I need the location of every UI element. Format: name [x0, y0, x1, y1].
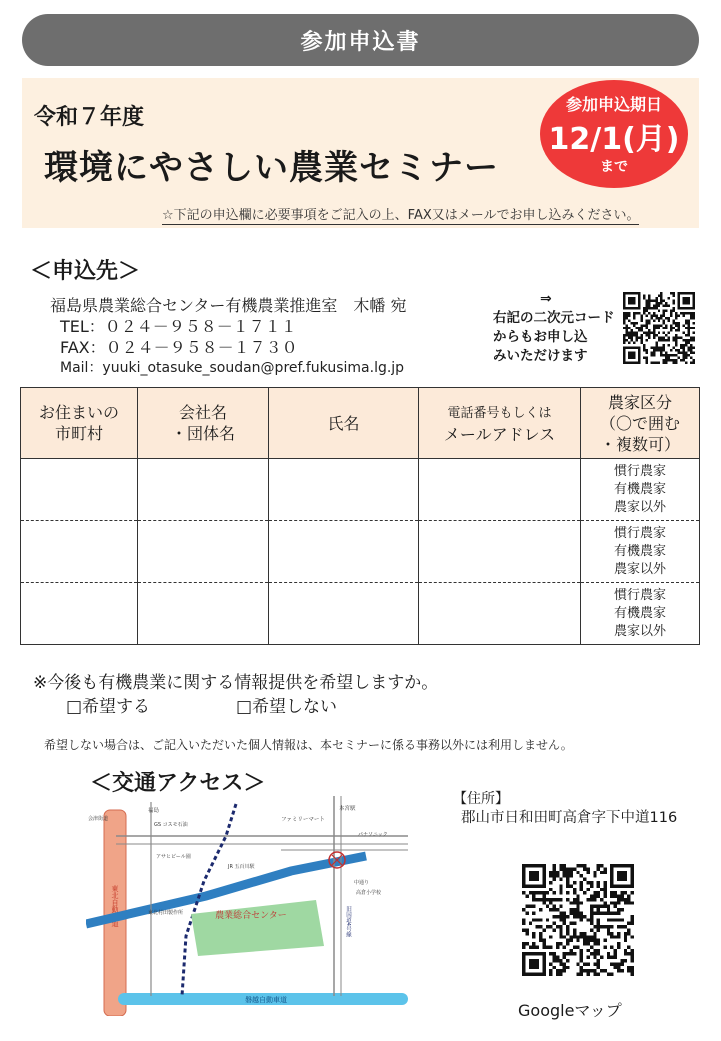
- contact-cell[interactable]: [419, 459, 581, 521]
- arrow-icon: ⇒: [540, 291, 552, 307]
- header-farmer-type: 農家区分 （〇で囲む ・複数可）: [581, 388, 700, 459]
- name-cell[interactable]: [269, 583, 419, 645]
- table-row: [21, 583, 700, 645]
- contact-tel: TEL：０２４－９５８－１７１１: [60, 317, 297, 336]
- map-label-panasonic: パナソニック: [358, 832, 388, 838]
- access-map: [86, 796, 408, 1016]
- map-label-tohoku: 東北自動車道: [111, 885, 119, 927]
- contact-cell[interactable]: [419, 521, 581, 583]
- municipality-cell[interactable]: [21, 459, 138, 521]
- deadline-badge: [540, 80, 688, 188]
- map-label-asahi: アサヒビール園: [156, 854, 191, 860]
- contact-info: [50, 295, 406, 379]
- map-label-fukushima: 福島: [148, 808, 160, 814]
- map-label-highway: 磐越自動車道: [245, 996, 287, 1004]
- privacy-note: 希望しない場合は、ご記入いただいた個人情報は、本セミナーに係る事務以外には利用しません。: [44, 738, 573, 752]
- application-notice: ☆下記の申込欄に必要事項をご記入の上、FAX又はメールでお申し込みください。: [162, 204, 639, 225]
- qr-note: [493, 309, 615, 366]
- map-qr-code[interactable]: [522, 864, 634, 976]
- contact-heading: ＜申込先＞: [30, 259, 141, 284]
- map-label-gs: GS コスモ石油: [154, 822, 188, 828]
- page-header: [22, 14, 699, 66]
- map-label-tohokumura: 東北村田製作所: [148, 910, 184, 916]
- survey-question: ※今後も有機農業に関する情報提供を希望しますか。: [33, 673, 439, 693]
- company-cell[interactable]: [138, 521, 269, 583]
- map-qr-label: Googleマップ: [518, 1001, 622, 1020]
- company-cell[interactable]: [138, 459, 269, 521]
- map-label-school: 高倉小学校: [356, 890, 382, 896]
- qr-note-line: みいただけます: [493, 348, 588, 364]
- header-contact: 電話番号もしくは メールアドレス: [419, 388, 581, 459]
- contact-cell[interactable]: [419, 583, 581, 645]
- farmer-type-cell[interactable]: 慣行農家 有機農家 農家以外: [581, 521, 700, 583]
- header-name: 氏名: [269, 388, 419, 459]
- name-cell[interactable]: [269, 459, 419, 521]
- application-qr-code[interactable]: [622, 292, 696, 364]
- table-header-row: [21, 388, 700, 459]
- header-title: 参加申込書: [300, 29, 421, 55]
- header-company: 会社名 ・団体名: [138, 388, 269, 459]
- table-row: [21, 459, 700, 521]
- deadline-until: まで: [600, 159, 628, 175]
- deadline-date: 12/1(月): [548, 122, 680, 157]
- table-row: [21, 521, 700, 583]
- option-yes-checkbox[interactable]: □希望する: [66, 697, 151, 717]
- map-label-motomiya: 本宮駅: [339, 806, 356, 812]
- name-cell[interactable]: [269, 521, 419, 583]
- municipality-cell[interactable]: [21, 583, 138, 645]
- contact-org: 福島県農業総合センター有機農業推進室 木幡 宛: [50, 296, 407, 315]
- deadline-label: 参加申込期日: [565, 95, 662, 114]
- contact-mail[interactable]: Mail：yuuki_otasuke_soudan@pref.fukusima.lg.jp: [60, 360, 405, 376]
- address: 郡山市日和田町高倉字下中道116: [461, 810, 678, 826]
- map-label-familymart: ファミリーマート: [281, 817, 325, 823]
- map-label-aizu: 会津街道: [88, 816, 109, 822]
- municipality-cell[interactable]: [21, 521, 138, 583]
- map-label-naka: 中通り: [354, 880, 370, 886]
- company-cell[interactable]: [138, 583, 269, 645]
- farmer-type-cell[interactable]: 慣行農家 有機農家 農家以外: [581, 583, 700, 645]
- map-label-jr: JR 五百川駅: [228, 864, 255, 870]
- application-form-table: [20, 387, 700, 645]
- map-label-center: 農業総合センター: [215, 911, 287, 921]
- farmer-type-cell[interactable]: 慣行農家 有機農家 農家以外: [581, 459, 700, 521]
- contact-fax: FAX：０２４－９５８－１７３０: [60, 338, 298, 357]
- event-year: 令和７年度: [34, 105, 145, 130]
- event-title: 環境にやさしい農業セミナー: [44, 148, 499, 188]
- map-label-route4: 旧国道4号線: [345, 906, 351, 937]
- qr-note-line: からもお申し込: [493, 329, 588, 345]
- qr-note-line: 右記の二次元コード: [493, 310, 615, 326]
- header-municipality: お住まいの 市町村: [21, 388, 138, 459]
- address-label: 【住所】: [453, 791, 509, 807]
- option-no-checkbox[interactable]: □希望しない: [236, 697, 338, 717]
- access-heading: ＜交通アクセス＞: [90, 771, 266, 796]
